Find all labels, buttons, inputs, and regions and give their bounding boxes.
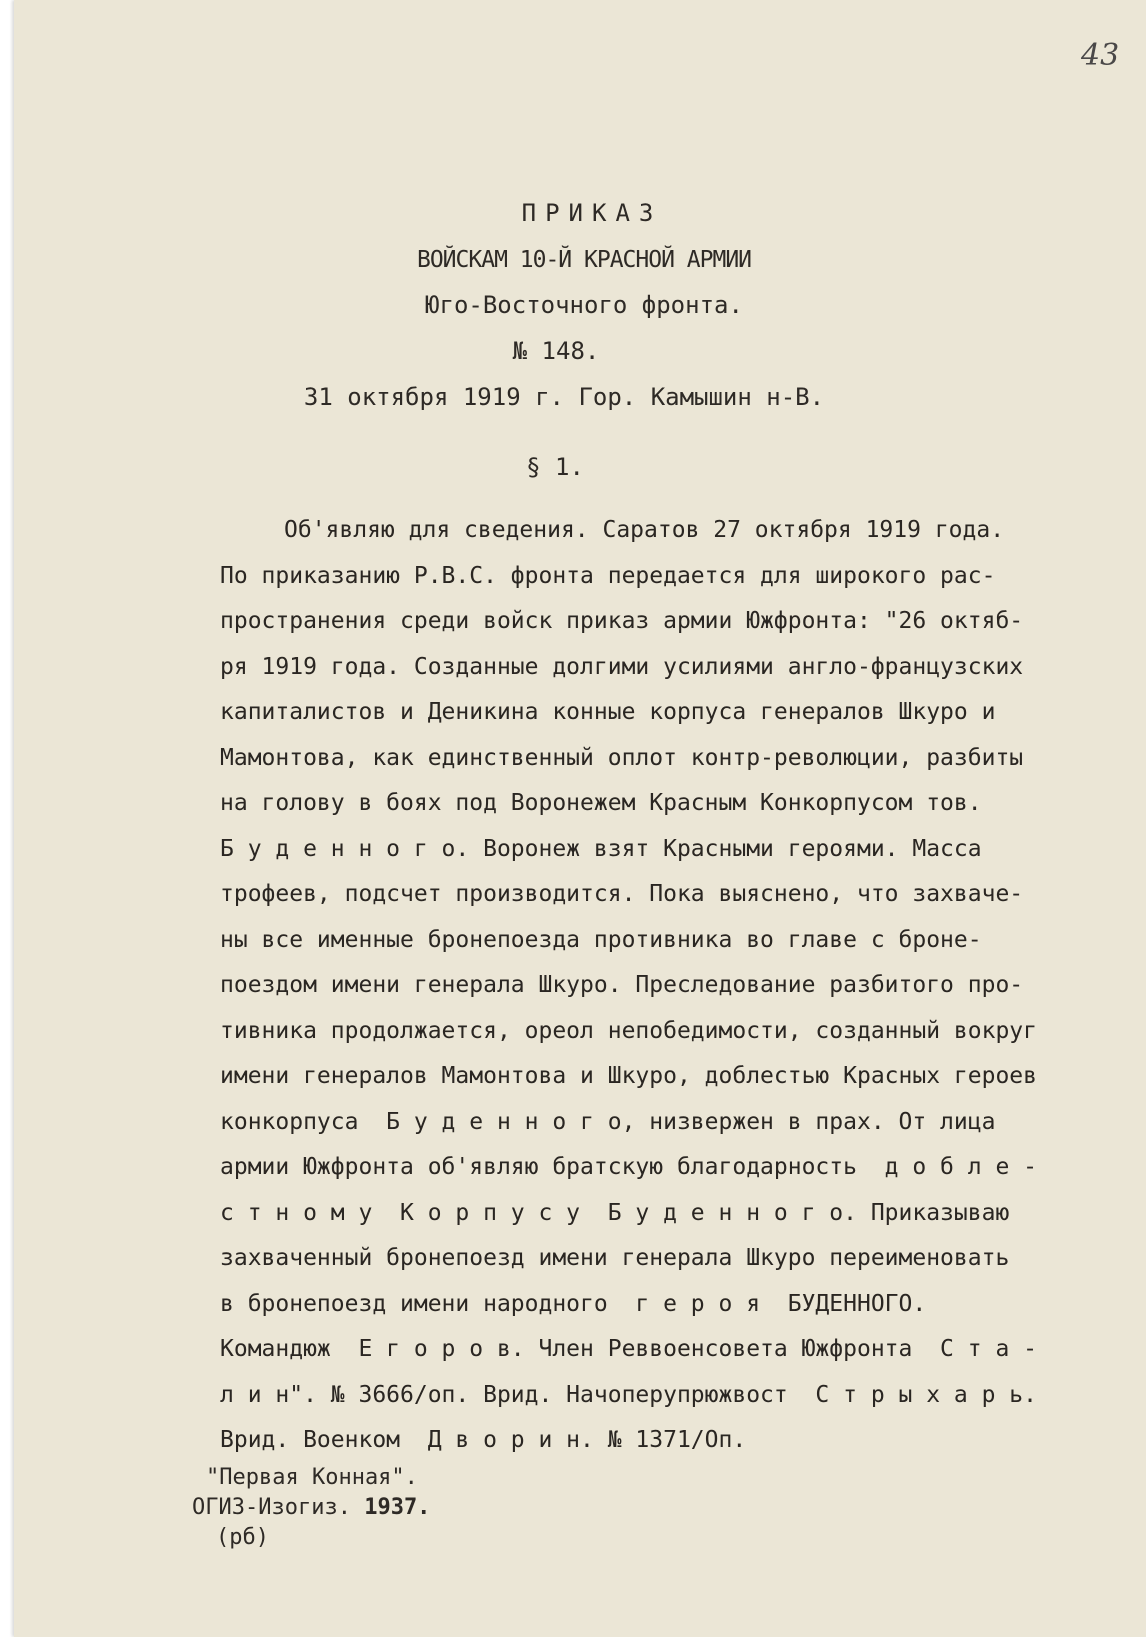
body-line: имени генералов Мамонтова и Шкуро, доблестью Красных героев xyxy=(220,1063,1037,1089)
body-line: армии Южфронта об'являю братскую благодарность д о б л е - xyxy=(220,1154,1037,1180)
source-note xyxy=(192,1463,430,1553)
section-mark: § 1. xyxy=(526,453,584,481)
body-line: Командюж Е г о р о в. Член Реввоенсовета Южфронта С т а - xyxy=(220,1336,1037,1362)
order-front: Юго-Восточного фронта. xyxy=(425,291,743,319)
order-body xyxy=(220,508,1120,1464)
body-line: капиталистов и Деникина конные корпуса генералов Шкуро и xyxy=(220,699,996,725)
typist-initials: (рб) xyxy=(216,1525,269,1550)
body-line: на голову в боях под Воронежем Красным Конкорпусом тов. xyxy=(220,790,982,816)
body-line: в бронепоезд имени народного г е р о я БУДЕННОГО. xyxy=(220,1290,927,1317)
source-year: 1937. xyxy=(364,1495,431,1520)
body-line: трофеев, подсчет производится. Пока выяснено, что захваче- xyxy=(220,881,1024,907)
source-title: "Первая Конная". xyxy=(206,1465,418,1490)
body-line: ны все именные бронепоезда противника во главе с броне- xyxy=(220,926,982,953)
order-number: № 148. xyxy=(512,337,600,365)
body-line: По приказанию Р.В.С. фронта передается для широкого рас- xyxy=(220,562,996,589)
body-line: Об'являю для сведения. Саратов 27 октября 1919 года. xyxy=(284,517,1005,543)
source-publisher-line xyxy=(192,1493,430,1523)
body-line: ря 1919 года. Созданные долгими усилиями англо-французских xyxy=(220,653,1024,680)
body-line: захваченный бронепоезд имени генерала Шкуро переименовать xyxy=(220,1245,1010,1271)
order-date-place: 31 октября 1919 г. Гор. Камышин н-В. xyxy=(303,383,825,411)
body-line: тивника продолжается, ореол непобедимости, созданный вокруг xyxy=(220,1017,1037,1044)
page-number: 43 xyxy=(1081,38,1120,73)
document-page xyxy=(14,0,1146,1637)
body-line: поездом имени генерала Шкуро. Преследование разбитого про- xyxy=(220,972,1024,998)
order-title: ПРИКАЗ xyxy=(521,199,663,227)
body-line: пространения среди войск приказ армии Южфронта: "26 октяб- xyxy=(220,608,1024,634)
body-line: конкорпуса Б у д е н н о г о, низвержен в прах. От лица xyxy=(220,1108,996,1135)
source-publisher: ОГИЗ-Изогиз. xyxy=(192,1495,351,1520)
body-line: Мамонтова, как единственный оплот контр-революции, разбиты xyxy=(220,744,1024,771)
body-line: л и н". № 3666/оп. Врид. Начоперупрюжвост С т р ы х а р ь. xyxy=(220,1381,1037,1408)
body-line: Врид. Военком Д в о р и н. № 1371/Оп. xyxy=(220,1427,747,1453)
body-line: Б у д е н н о г о. Воронеж взят Красными героями. Масса xyxy=(220,835,982,862)
order-addressee: ВОЙСКАМ 10-Й КРАСНОЙ АРМИИ xyxy=(416,247,752,273)
body-line: с т н о м у К о р п у с у Б у д е н н о г о. Приказываю xyxy=(220,1199,1010,1226)
